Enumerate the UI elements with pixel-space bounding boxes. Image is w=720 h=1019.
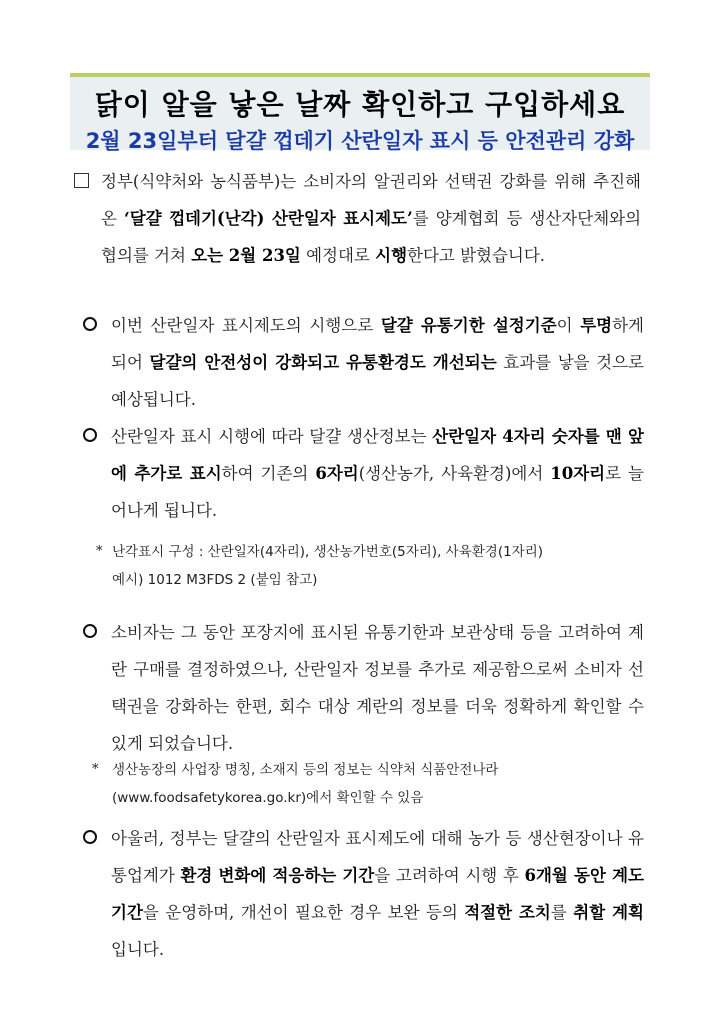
note-line: 예시) 1012 M3FDS 2 (붙임 참고) xyxy=(112,572,318,588)
text-span: (생산농가, 사육환경)에서 xyxy=(358,464,551,483)
text-span: 를 양계협회 등 생산자단체와의 협의를 거쳐 xyxy=(101,209,642,265)
bold-span: 취할 계획 xyxy=(573,903,644,922)
bold-span: 달걀 유통기한 설정기준 xyxy=(380,316,557,335)
section-bullet-4 xyxy=(0,820,720,968)
section-bullet-2 xyxy=(0,418,720,529)
asterisk-icon: * xyxy=(96,544,103,559)
paragraph-bullet-1 xyxy=(111,307,644,418)
section-bullet-3 xyxy=(0,614,720,762)
text-span: 하여 기존의 xyxy=(221,464,316,483)
text-span: 를 xyxy=(550,903,574,922)
bold-span: ‘달걀 껍데기(난각) 산란일자 표시제도’ xyxy=(123,209,413,228)
section-bullet-1 xyxy=(0,307,720,418)
text-span: 한다고 밝혔습니다. xyxy=(407,246,546,265)
note-line: 난각표시 구성 : 산란일자(4자리), 생산농가번호(5자리), 사육환경(1자리) xyxy=(112,544,544,560)
page-subtitle: 2월 23일부터 달걀 껍데기 산란일자 표시 등 안전관리 강화 xyxy=(85,129,635,153)
bold-span: 6개월 동안 계도기간 xyxy=(111,866,644,922)
asterisk-icon: * xyxy=(92,762,99,777)
bold-span: 시행 xyxy=(375,246,408,265)
title-banner xyxy=(70,73,650,153)
text-span: 입니다. xyxy=(111,940,165,959)
text-span: 산란일자 표시 시행에 따라 달걀 생산정보는 xyxy=(111,427,433,446)
note-line: 생산농장의 사업장 명칭, 소재지 등의 정보는 식약처 식품안전나라 xyxy=(112,762,499,778)
paragraph-bullet-4 xyxy=(111,820,644,968)
note-line: (www.foodsafetykorea.go.kr)에서 확인할 수 있음 xyxy=(112,790,424,806)
paragraph-bullet-2 xyxy=(111,418,644,529)
text-span: 아울러, 정부는 달걀의 산란일자 표시제도에 대해 농가 등 생산현장이나 유통업계가 xyxy=(111,829,644,885)
bold-span: 산란일자 4자리 숫자를 맨 앞에 추가로 표시 xyxy=(111,427,644,483)
circle-bullet-icon xyxy=(83,317,97,331)
circle-bullet-icon xyxy=(83,830,97,844)
note-egg-code xyxy=(0,538,720,594)
text-span: 효과를 낳을 것으로 예상됩니다. xyxy=(111,353,644,409)
text-span: 이번 산란일자 표시제도의 시행으로 xyxy=(111,316,381,335)
text-span: 하게 되어 xyxy=(111,316,644,372)
bold-span: 적절한 조치 xyxy=(464,903,551,922)
bold-span: 환경 변화에 적응하는 기간 xyxy=(180,866,375,885)
paragraph-bullet-3: 소비자는 그 동안 포장지에 표시된 유통기한과 보관상태 등을 고려하여 계란 구매를 결정하였으나, 산란일자 정보를 추가로 제공함으로써 소비자 선택권을 강화하는 한편, 회수 대상 계란의 정보를 더욱 정확하게 확인할 수 있게 되었습니다. xyxy=(111,623,644,753)
text-span: 을 고려하여 시행 후 xyxy=(374,866,525,885)
checkbox-square-icon xyxy=(74,173,89,188)
page-title: 닭이 알을 낳은 날짜 확인하고 구입하세요 xyxy=(94,88,626,121)
paragraph-main xyxy=(101,163,641,274)
bold-span: 투명 xyxy=(580,316,613,335)
text-span: 로 늘어나게 됩니다. xyxy=(111,464,644,520)
bold-span: 10자리 xyxy=(550,464,606,483)
text-span: 정부(식약처와 농식품부)는 소비자의 알권리와 선택권 강화를 위해 추진해온 xyxy=(101,172,641,228)
bold-span: 오는 2월 23일 xyxy=(191,246,301,265)
bold-span: 달걀의 안전성이 강화되고 유통환경도 개선되는 xyxy=(149,353,497,372)
circle-bullet-icon xyxy=(83,428,97,442)
section-main xyxy=(0,163,720,274)
note-foodsafety xyxy=(0,756,720,812)
bold-span: 6자리 xyxy=(315,464,359,483)
circle-bullet-icon xyxy=(83,624,97,638)
text-span: 예정대로 xyxy=(300,246,376,265)
text-span: 이 xyxy=(556,316,581,335)
text-span: 을 운영하며, 개선이 필요한 경우 보완 등의 xyxy=(142,903,465,922)
